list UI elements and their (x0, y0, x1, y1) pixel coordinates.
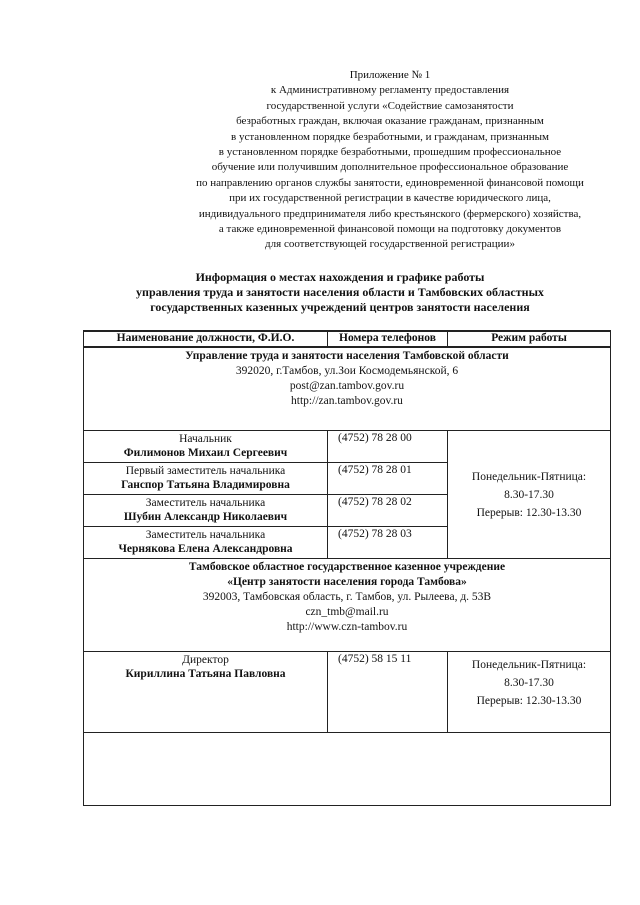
document-title (40, 270, 640, 315)
staff-name: Шубин Александр Николаевич (123, 511, 288, 523)
staff-position: Первый заместитель начальника (125, 465, 286, 477)
hours-time: 8.30-17.30 (504, 677, 554, 689)
appendix-line: для соответствующей государственной регистрации» (265, 238, 515, 251)
staff-phone: (4752) 78 28 01 (328, 463, 448, 495)
staff-phone: (4752) 78 28 00 (328, 431, 448, 463)
appendix-line: безработных граждан, включая оказание гражданам, признанным (236, 115, 544, 128)
org-name: Тамбовское областное государственное казенное учреждение (188, 561, 506, 573)
table-row (84, 652, 611, 733)
appendix-line: индивидуального предпринимателя либо крестьянского (фермерского) хозяйства, (198, 207, 582, 220)
staff-name: Ганспор Татьяна Владимировна (121, 479, 290, 491)
hours-break: Перерыв: 12.30-13.30 (476, 506, 582, 519)
hours-days: Понедельник-Пятница: (471, 659, 587, 671)
staff-cell (84, 431, 328, 463)
hours-break: Перерыв: 12.30-13.30 (476, 695, 582, 707)
staff-phone: (4752) 78 28 03 (328, 527, 448, 559)
table-header-row (84, 331, 611, 347)
staff-name: Кириллина Татьяна Павловна (125, 668, 286, 680)
table-row (84, 431, 611, 463)
appendix-line: Приложение № 1 (349, 69, 431, 81)
staff-name: Чернякова Елена Александровна (118, 543, 293, 555)
org-email: post@zan.tambov.gov.ru (289, 380, 405, 392)
hours-time: 8.30-17.30 (504, 488, 554, 501)
org-website: http://www.czn-tambov.ru (286, 621, 408, 633)
column-header-hours: Режим работы (448, 331, 611, 347)
appendix-line: а также единовременной финансовой помощи на подготовку документов (218, 223, 562, 236)
appendix-line: обучение или получившим дополнительное профессиональное образование (211, 161, 569, 174)
staff-position: Заместитель начальника (145, 497, 266, 509)
org-address: 392020, г.Тамбов, ул.Зои Космодемьянской, 6 (235, 365, 459, 377)
org-email: czn_tmb@mail.ru (305, 606, 389, 618)
staff-position: Директор (182, 654, 229, 666)
hours-days: Понедельник-Пятница: (471, 470, 587, 483)
empty-row (84, 733, 611, 806)
appendix-header (150, 68, 630, 253)
org-name: Управление труда и занятости населения Тамбовской области (185, 350, 509, 362)
working-hours-cell (448, 431, 611, 559)
appendix-line: к Административному регламенту предоставления (270, 84, 510, 97)
staff-position: Начальник (179, 433, 232, 445)
staff-name: Филимонов Михаил Сергеевич (123, 447, 288, 459)
staff-cell (84, 463, 328, 495)
org-info-labor-department (84, 347, 611, 431)
title-line: государственных казенных учреждений центров занятости населения (150, 300, 530, 314)
org-row (84, 559, 611, 652)
working-hours-cell (448, 652, 611, 733)
appendix-line: в установленном порядке безработными, прошедшим профессиональное (218, 146, 562, 159)
org-address: 392003, Тамбовская область, г. Тамбов, ул. Рылеева, д. 53В (202, 591, 492, 603)
org-row (84, 347, 611, 431)
appendix-line: государственной услуги «Содействие самозанятости (266, 99, 514, 112)
staff-cell (84, 652, 328, 733)
staff-cell (84, 495, 328, 527)
staff-cell (84, 527, 328, 559)
contacts-table (83, 330, 611, 806)
empty-cell (84, 733, 611, 806)
appendix-line: по направлению органов службы занятости, единовременной финансовой помощи (196, 176, 584, 189)
appendix-line: в установленном порядке безработными, и гражданам, признанным (231, 130, 549, 143)
staff-phone: (4752) 78 28 02 (328, 495, 448, 527)
org-website: http://zan.tambov.gov.ru (291, 395, 403, 407)
column-header-position: Наименование должности, Ф.И.О. (84, 331, 328, 347)
org-info-employment-center (84, 559, 611, 652)
appendix-line: при их государственной регистрации в качестве юридического лица, (229, 192, 551, 205)
staff-phone: (4752) 58 15 11 (328, 652, 448, 733)
column-header-phones: Номера телефонов (328, 331, 448, 347)
org-name-quoted: «Центр занятости населения города Тамбова» (227, 576, 467, 588)
staff-position: Заместитель начальника (145, 529, 266, 541)
title-line: Информация о местах нахождения и графике работы (195, 270, 485, 284)
title-line: управления труда и занятости населения области и Тамбовских областных (136, 285, 544, 299)
